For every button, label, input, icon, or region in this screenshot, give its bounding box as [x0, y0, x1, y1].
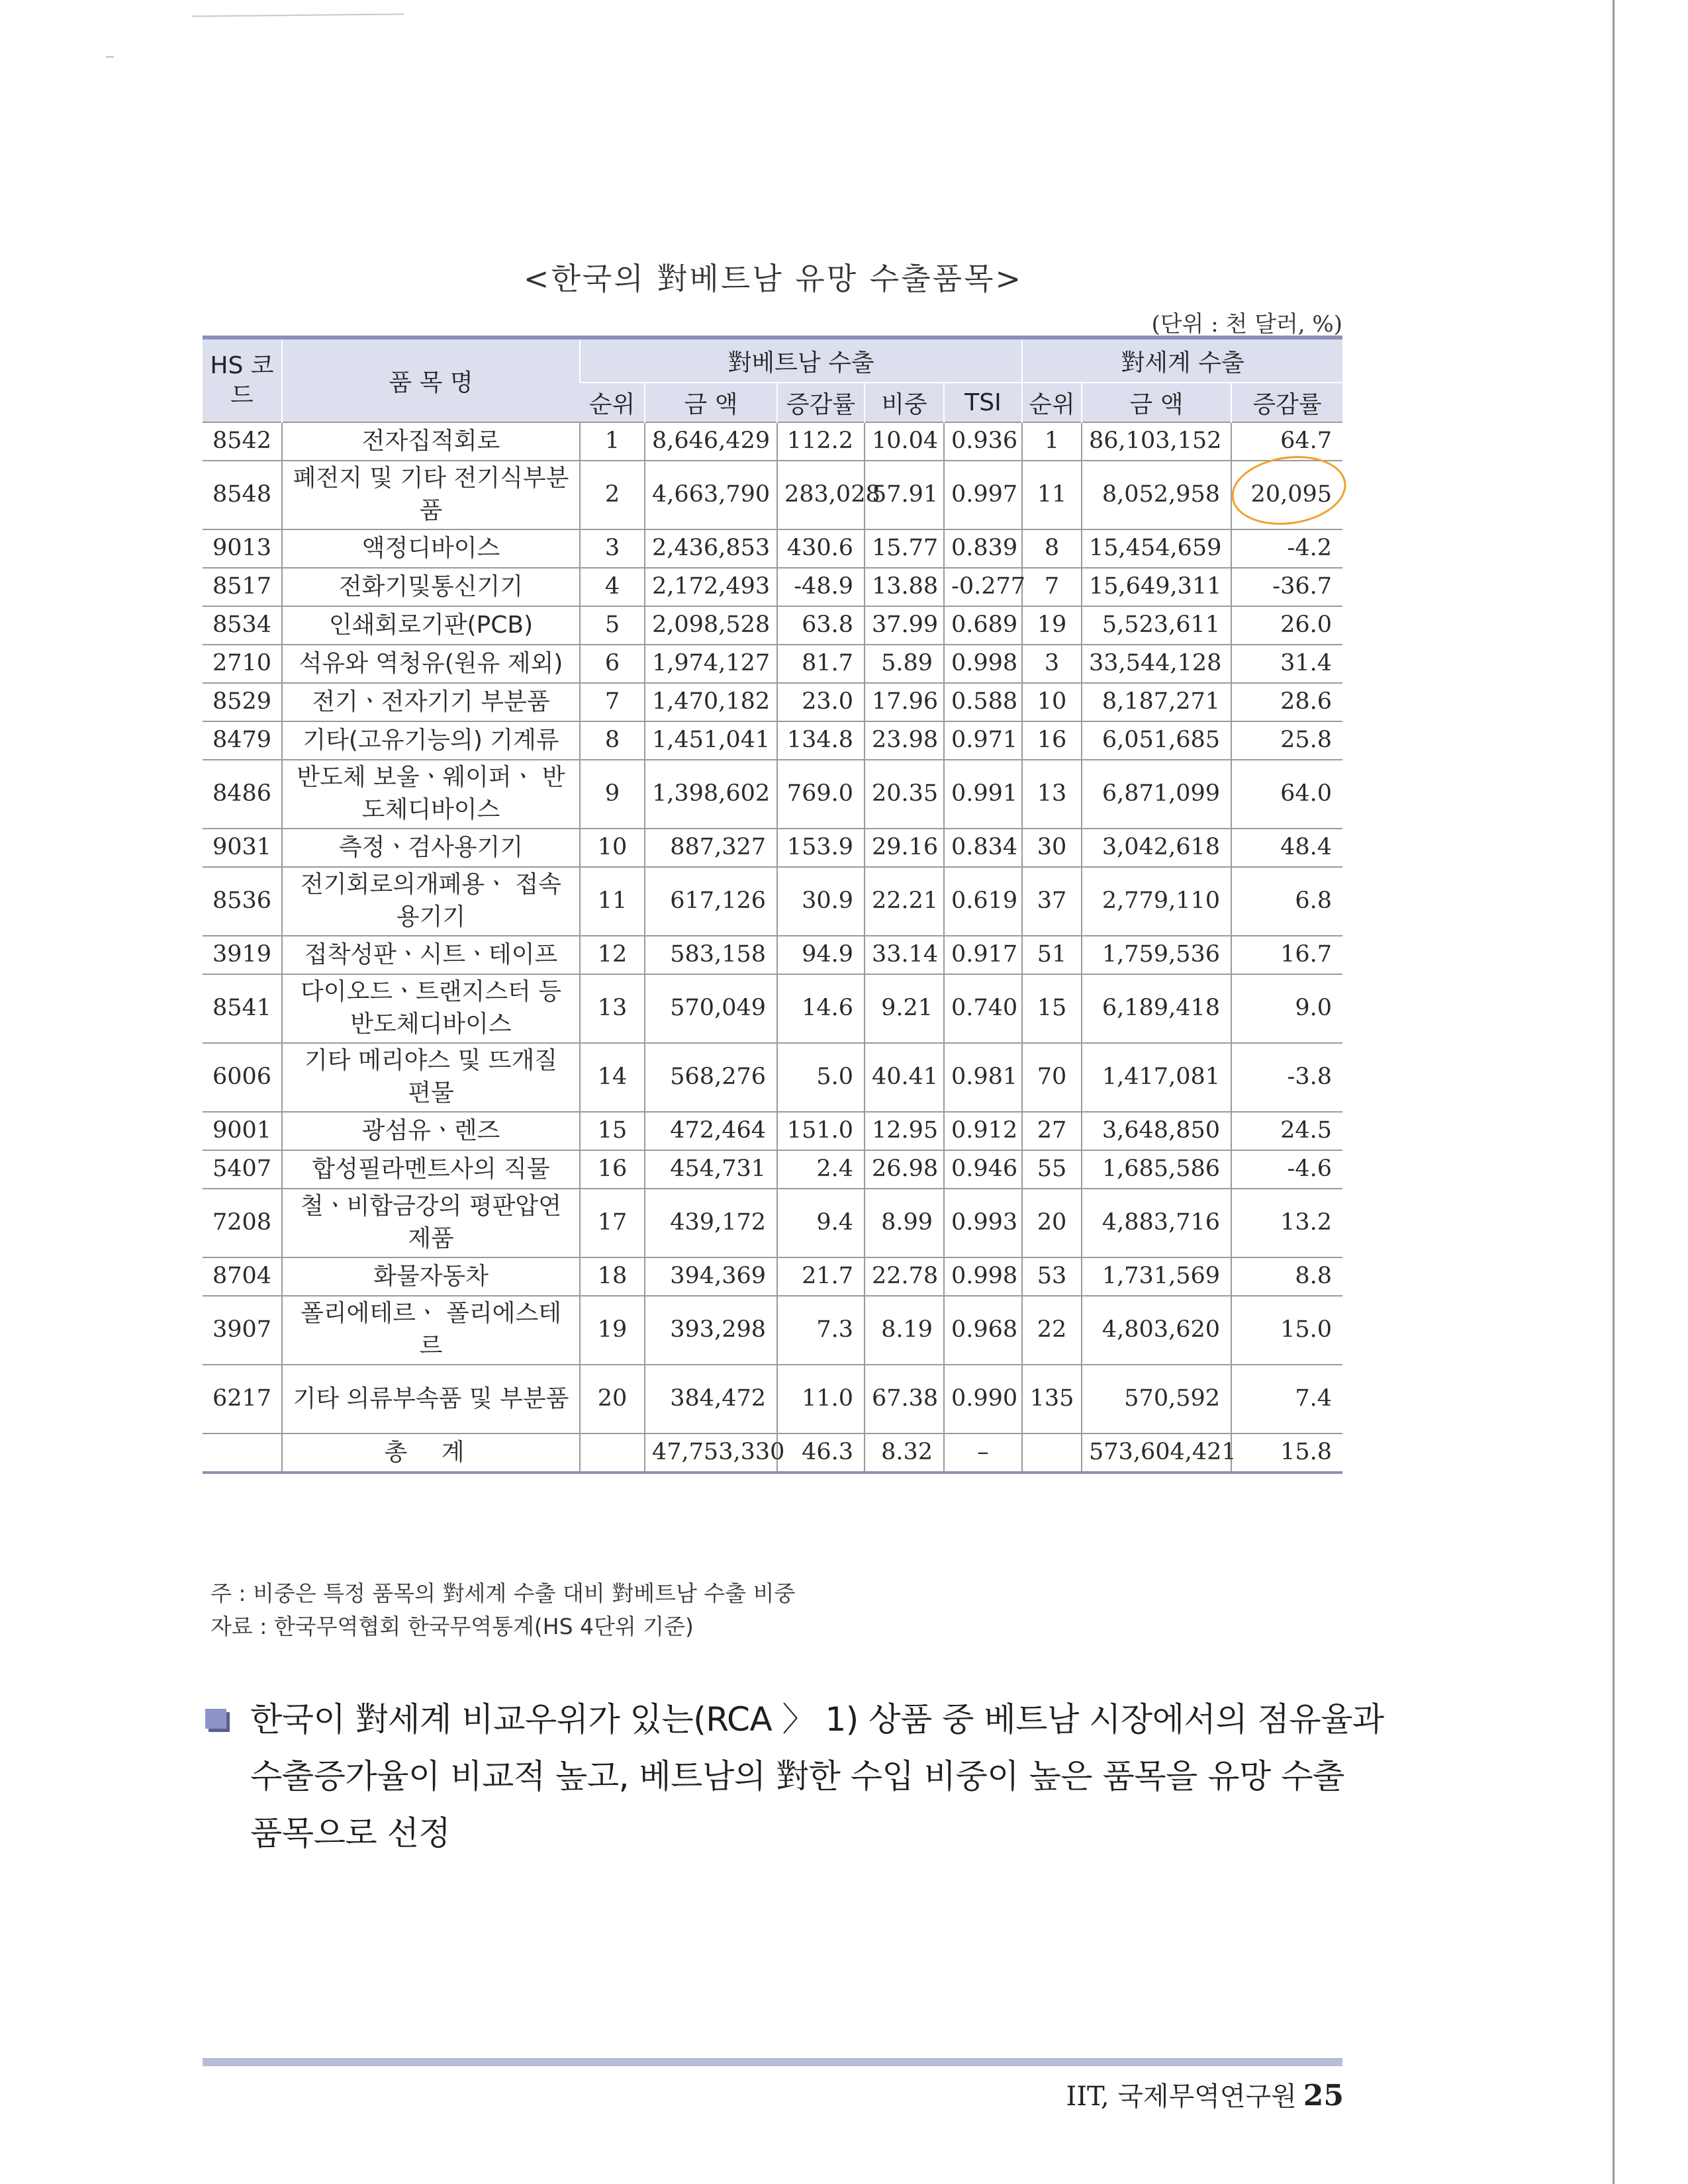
tsi-cell: 0.968 [944, 1296, 1022, 1365]
total-label: 총 계 [282, 1433, 580, 1473]
world-rank-cell: 20 [1022, 1189, 1082, 1257]
item-name-cell: 측정ㆍ검사용기기 [282, 829, 580, 867]
world-growth-cell: -3.8 [1231, 1043, 1342, 1112]
growth-cell: 283,028 [777, 461, 865, 529]
world-growth-cell: 64.0 [1231, 760, 1342, 829]
tsi-cell: 0.689 [944, 606, 1022, 645]
table-note: 주 : 비중은 특정 품목의 對세계 수출 대비 對베트남 수출 비중 [211, 1580, 796, 1606]
item-name-cell: 전기ㆍ전자기기 부분품 [282, 683, 580, 721]
table-row [203, 529, 1342, 568]
world-rank-cell: 11 [1022, 461, 1082, 529]
amount-cell: 454,731 [645, 1150, 777, 1189]
tsi-cell: 0.936 [944, 422, 1022, 461]
share-cell: 5.89 [865, 645, 944, 683]
rank-cell: 2 [580, 461, 645, 529]
hs-code-cell: 8479 [203, 721, 282, 760]
world-amount-cell: 86,103,152 [1082, 422, 1231, 461]
share-cell: 15.77 [865, 529, 944, 568]
header-tsi: TSI [944, 383, 1022, 422]
world-rank-cell: 27 [1022, 1112, 1082, 1150]
table-row [203, 1112, 1342, 1150]
share-cell: 40.41 [865, 1043, 944, 1112]
world-rank-cell: 53 [1022, 1257, 1082, 1296]
header-world-growth: 증감률 [1231, 383, 1342, 422]
table-row [203, 422, 1342, 461]
total-world-rank-cell [1022, 1433, 1082, 1473]
tsi-cell: 0.912 [944, 1112, 1022, 1150]
share-cell: 9.21 [865, 974, 944, 1043]
growth-cell: 112.2 [777, 422, 865, 461]
world-growth-cell: -4.2 [1231, 529, 1342, 568]
rank-cell: 3 [580, 529, 645, 568]
rank-cell: 5 [580, 606, 645, 645]
item-name-cell: 전자집적회로 [282, 422, 580, 461]
rank-cell: 13 [580, 974, 645, 1043]
world-rank-cell: 8 [1022, 529, 1082, 568]
total-world-amount-cell: 573,604,421 [1082, 1433, 1231, 1473]
world-amount-cell: 1,759,536 [1082, 936, 1231, 974]
hs-code-cell: 8529 [203, 683, 282, 721]
share-cell: 13.88 [865, 568, 944, 606]
world-growth-cell: 26.0 [1231, 606, 1342, 645]
world-rank-cell: 3 [1022, 645, 1082, 683]
world-rank-cell: 13 [1022, 760, 1082, 829]
world-growth-cell: -4.6 [1231, 1150, 1342, 1189]
share-cell: 57.91 [865, 461, 944, 529]
growth-cell: 14.6 [777, 974, 865, 1043]
table-row [203, 760, 1342, 829]
world-rank-cell: 70 [1022, 1043, 1082, 1112]
world-amount-cell: 570,592 [1082, 1365, 1231, 1433]
table-row [203, 1043, 1342, 1112]
world-amount-cell: 1,685,586 [1082, 1150, 1231, 1189]
growth-cell: 30.9 [777, 867, 865, 936]
growth-cell: 153.9 [777, 829, 865, 867]
header-vietnam-exports: 對베트남 수출 [580, 338, 1022, 383]
tsi-cell: -0.277 [944, 568, 1022, 606]
world-growth-cell: 9.0 [1231, 974, 1342, 1043]
tsi-cell: 0.917 [944, 936, 1022, 974]
world-amount-cell: 1,731,569 [1082, 1257, 1231, 1296]
share-cell: 8.99 [865, 1189, 944, 1257]
table-row [203, 721, 1342, 760]
item-name-cell: 석유와 역청유(원유 제외) [282, 645, 580, 683]
hs-code-cell: 8548 [203, 461, 282, 529]
item-name-cell: 접착성판ㆍ시트ㆍ테이프 [282, 936, 580, 974]
share-cell: 37.99 [865, 606, 944, 645]
table-row [203, 974, 1342, 1043]
rank-cell: 8 [580, 721, 645, 760]
rank-cell: 1 [580, 422, 645, 461]
hs-code-cell: 6217 [203, 1365, 282, 1433]
table-row [203, 829, 1342, 867]
world-rank-cell: 55 [1022, 1150, 1082, 1189]
tsi-cell: 0.834 [944, 829, 1022, 867]
rank-cell: 9 [580, 760, 645, 829]
table-header [203, 338, 1342, 422]
amount-cell: 394,369 [645, 1257, 777, 1296]
amount-cell: 439,172 [645, 1189, 777, 1257]
item-name-cell: 인쇄회로기판(PCB) [282, 606, 580, 645]
amount-cell: 583,158 [645, 936, 777, 974]
share-cell: 8.19 [865, 1296, 944, 1365]
amount-cell: 2,436,853 [645, 529, 777, 568]
amount-cell: 2,172,493 [645, 568, 777, 606]
page-edge-rule [1613, 0, 1615, 2184]
rank-cell: 18 [580, 1257, 645, 1296]
total-share-cell: 8.32 [865, 1433, 944, 1473]
rank-cell: 7 [580, 683, 645, 721]
table-row [203, 683, 1342, 721]
table-row [203, 606, 1342, 645]
rank-cell: 4 [580, 568, 645, 606]
export-table-container [203, 336, 1342, 1474]
total-growth-cell: 46.3 [777, 1433, 865, 1473]
growth-cell: 134.8 [777, 721, 865, 760]
scan-mark [106, 56, 114, 58]
world-growth-cell: 16.7 [1231, 936, 1342, 974]
world-rank-cell: 51 [1022, 936, 1082, 974]
amount-cell: 4,663,790 [645, 461, 777, 529]
header-hs-code: HS 코드 [203, 338, 282, 422]
item-name-cell: 폴리에테르ㆍ 폴리에스테르 [282, 1296, 580, 1365]
rank-cell: 20 [580, 1365, 645, 1433]
hand-drawn-circle [1227, 449, 1350, 532]
item-name-cell: 화물자동차 [282, 1257, 580, 1296]
world-amount-cell: 8,052,958 [1082, 461, 1231, 529]
amount-cell: 2,098,528 [645, 606, 777, 645]
header-rank: 순위 [580, 383, 645, 422]
world-rank-cell: 10 [1022, 683, 1082, 721]
rank-cell: 12 [580, 936, 645, 974]
world-growth-cell: 13.2 [1231, 1189, 1342, 1257]
growth-cell: 81.7 [777, 645, 865, 683]
share-cell: 33.14 [865, 936, 944, 974]
growth-cell: 7.3 [777, 1296, 865, 1365]
tsi-cell: 0.991 [944, 760, 1022, 829]
hs-code-cell: 5407 [203, 1150, 282, 1189]
world-amount-cell: 6,051,685 [1082, 721, 1231, 760]
world-rank-cell: 22 [1022, 1296, 1082, 1365]
item-name-cell: 전화기및통신기기 [282, 568, 580, 606]
world-rank-cell: 30 [1022, 829, 1082, 867]
hs-code-cell: 2710 [203, 645, 282, 683]
share-cell: 17.96 [865, 683, 944, 721]
world-amount-cell: 5,523,611 [1082, 606, 1231, 645]
total-row [203, 1433, 1342, 1473]
share-cell: 26.98 [865, 1150, 944, 1189]
item-name-cell: 철ㆍ비합금강의 평판압연제품 [282, 1189, 580, 1257]
rank-cell: 11 [580, 867, 645, 936]
amount-cell: 1,974,127 [645, 645, 777, 683]
table-body [203, 422, 1342, 1473]
item-name-cell: 기타 의류부속품 및 부분품 [282, 1365, 580, 1433]
world-amount-cell: 15,454,659 [1082, 529, 1231, 568]
amount-cell: 8,646,429 [645, 422, 777, 461]
share-cell: 20.35 [865, 760, 944, 829]
tsi-cell: 0.946 [944, 1150, 1022, 1189]
growth-cell: 9.4 [777, 1189, 865, 1257]
share-cell: 22.21 [865, 867, 944, 936]
share-cell: 22.78 [865, 1257, 944, 1296]
amount-cell: 1,470,182 [645, 683, 777, 721]
world-growth-cell: 48.4 [1231, 829, 1342, 867]
hs-code-cell: 8517 [203, 568, 282, 606]
growth-cell: 23.0 [777, 683, 865, 721]
total-hs-cell [203, 1433, 282, 1473]
growth-cell: 769.0 [777, 760, 865, 829]
amount-cell: 1,451,041 [645, 721, 777, 760]
scan-mark [192, 13, 404, 17]
footer-rule [203, 2058, 1342, 2066]
amount-cell: 617,126 [645, 867, 777, 936]
amount-cell: 472,464 [645, 1112, 777, 1150]
body-paragraph [250, 1691, 1384, 1862]
world-amount-cell: 15,649,311 [1082, 568, 1231, 606]
hs-code-cell: 9001 [203, 1112, 282, 1150]
tsi-cell: 0.839 [944, 529, 1022, 568]
growth-cell: 2.4 [777, 1150, 865, 1189]
hs-code-cell: 8541 [203, 974, 282, 1043]
tsi-cell: 0.997 [944, 461, 1022, 529]
world-growth-cell: 25.8 [1231, 721, 1342, 760]
header-world-amount: 금 액 [1082, 383, 1231, 422]
world-amount-cell: 6,189,418 [1082, 974, 1231, 1043]
export-items-table [203, 336, 1342, 1474]
world-rank-cell: 135 [1022, 1365, 1082, 1433]
paragraph-line: 수출증가율이 비교적 높고, 베트남의 對한 수입 비중이 높은 품목을 유망 수출 [250, 1757, 1344, 1796]
world-rank-cell: 37 [1022, 867, 1082, 936]
hs-code-cell: 8486 [203, 760, 282, 829]
unit-label: (단위 : 천 달러, %) [1151, 311, 1342, 338]
amount-cell: 384,472 [645, 1365, 777, 1433]
rank-cell: 19 [580, 1296, 645, 1365]
growth-cell: 5.0 [777, 1043, 865, 1112]
hs-code-cell: 8536 [203, 867, 282, 936]
world-rank-cell: 16 [1022, 721, 1082, 760]
world-growth-cell [1231, 461, 1342, 529]
rank-cell: 14 [580, 1043, 645, 1112]
item-name-cell: 기타 메리야스 및 뜨개질 편물 [282, 1043, 580, 1112]
world-growth-cell: 31.4 [1231, 645, 1342, 683]
growth-cell: 63.8 [777, 606, 865, 645]
paragraph-line: 품목으로 선정 [250, 1814, 451, 1852]
world-rank-cell: 19 [1022, 606, 1082, 645]
share-cell: 29.16 [865, 829, 944, 867]
rank-cell: 6 [580, 645, 645, 683]
page-number: 25 [1303, 2079, 1344, 2113]
world-growth-cell: 7.4 [1231, 1365, 1342, 1433]
item-name-cell: 광섬유ㆍ렌즈 [282, 1112, 580, 1150]
table-row [203, 1296, 1342, 1365]
rank-cell: 16 [580, 1150, 645, 1189]
header-growth: 증감률 [777, 383, 865, 422]
header-share: 비중 [865, 383, 944, 422]
world-growth-cell: -36.7 [1231, 568, 1342, 606]
paragraph-line: 한국이 對세계 비교우위가 있는(RCA 〉 1) 상품 중 베트남 시장에서의 점유율과 [250, 1700, 1384, 1739]
world-growth-cell: 6.8 [1231, 867, 1342, 936]
item-name-cell: 전기회로의개폐용ㆍ 접속용기기 [282, 867, 580, 936]
world-growth-cell: 64.7 [1231, 422, 1342, 461]
world-amount-cell: 4,803,620 [1082, 1296, 1231, 1365]
amount-cell: 1,398,602 [645, 760, 777, 829]
table-row [203, 461, 1342, 529]
table-row [203, 568, 1342, 606]
tsi-cell: 0.619 [944, 867, 1022, 936]
world-growth-value: 20,095 [1250, 481, 1333, 508]
table-row [203, 1150, 1342, 1189]
growth-cell: 21.7 [777, 1257, 865, 1296]
highlighted-value [1251, 479, 1332, 510]
total-rank-cell [580, 1433, 645, 1473]
tsi-cell: 0.971 [944, 721, 1022, 760]
amount-cell: 393,298 [645, 1296, 777, 1365]
tsi-cell: 0.740 [944, 974, 1022, 1043]
hs-code-cell: 8534 [203, 606, 282, 645]
share-cell: 67.38 [865, 1365, 944, 1433]
total-world-growth-cell: 15.8 [1231, 1433, 1342, 1473]
world-growth-cell: 28.6 [1231, 683, 1342, 721]
tsi-cell: 0.998 [944, 645, 1022, 683]
amount-cell: 570,049 [645, 974, 777, 1043]
growth-cell: 94.9 [777, 936, 865, 974]
header-world-exports: 對세계 수출 [1022, 338, 1342, 383]
tsi-cell: 0.993 [944, 1189, 1022, 1257]
growth-cell: -48.9 [777, 568, 865, 606]
world-growth-cell: 24.5 [1231, 1112, 1342, 1150]
growth-cell: 11.0 [777, 1365, 865, 1433]
header-world-rank: 순위 [1022, 383, 1082, 422]
tsi-cell: 0.990 [944, 1365, 1022, 1433]
total-tsi-cell: – [944, 1433, 1022, 1473]
item-name-cell: 기타(고유기능의) 기계류 [282, 721, 580, 760]
tsi-cell: 0.981 [944, 1043, 1022, 1112]
share-cell: 23.98 [865, 721, 944, 760]
world-amount-cell: 33,544,128 [1082, 645, 1231, 683]
growth-cell: 151.0 [777, 1112, 865, 1150]
hs-code-cell: 9013 [203, 529, 282, 568]
growth-cell: 430.6 [777, 529, 865, 568]
square-bullet-icon [205, 1709, 226, 1729]
share-cell: 10.04 [865, 422, 944, 461]
item-name-cell: 다이오드ㆍ트랜지스터 등 반도체디바이스 [282, 974, 580, 1043]
tsi-cell: 0.998 [944, 1257, 1022, 1296]
amount-cell: 887,327 [645, 829, 777, 867]
header-item-name: 품 목 명 [282, 338, 580, 422]
total-amount-cell: 47,753,330 [645, 1433, 777, 1473]
hs-code-cell: 6006 [203, 1043, 282, 1112]
world-amount-cell: 1,417,081 [1082, 1043, 1231, 1112]
hs-code-cell: 9031 [203, 829, 282, 867]
world-amount-cell: 3,648,850 [1082, 1112, 1231, 1150]
amount-cell: 568,276 [645, 1043, 777, 1112]
footer-organization: IIT, 국제무역연구원 [1066, 2081, 1297, 2112]
world-amount-cell: 8,187,271 [1082, 683, 1231, 721]
world-rank-cell: 15 [1022, 974, 1082, 1043]
item-name-cell: 합성필라멘트사의 직물 [282, 1150, 580, 1189]
table-row [203, 867, 1342, 936]
rank-cell: 17 [580, 1189, 645, 1257]
world-growth-cell: 15.0 [1231, 1296, 1342, 1365]
table-title: <한국의 對베트남 유망 수출품목> [523, 261, 1023, 296]
rank-cell: 15 [580, 1112, 645, 1150]
world-rank-cell: 1 [1022, 422, 1082, 461]
share-cell: 12.95 [865, 1112, 944, 1150]
table-row [203, 1189, 1342, 1257]
hs-code-cell: 8542 [203, 422, 282, 461]
item-name-cell: 액정디바이스 [282, 529, 580, 568]
world-amount-cell: 6,871,099 [1082, 760, 1231, 829]
hs-code-cell: 8704 [203, 1257, 282, 1296]
table-row [203, 1365, 1342, 1433]
table-row [203, 1257, 1342, 1296]
hs-code-cell: 7208 [203, 1189, 282, 1257]
hs-code-cell: 3907 [203, 1296, 282, 1365]
world-rank-cell: 7 [1022, 568, 1082, 606]
item-name-cell: 폐전지 및 기타 전기식부분품 [282, 461, 580, 529]
hs-code-cell: 3919 [203, 936, 282, 974]
rank-cell: 10 [580, 829, 645, 867]
tsi-cell: 0.588 [944, 683, 1022, 721]
world-amount-cell: 2,779,110 [1082, 867, 1231, 936]
header-amount: 금 액 [645, 383, 777, 422]
world-amount-cell: 3,042,618 [1082, 829, 1231, 867]
table-row [203, 645, 1342, 683]
item-name-cell: 반도체 보울ㆍ웨이퍼ㆍ 반도체디바이스 [282, 760, 580, 829]
table-row [203, 936, 1342, 974]
world-growth-cell: 8.8 [1231, 1257, 1342, 1296]
world-amount-cell: 4,883,716 [1082, 1189, 1231, 1257]
table-source: 자료 : 한국무역협회 한국무역통계(HS 4단위 기준) [211, 1614, 694, 1639]
page-footer [1066, 2075, 1344, 2113]
